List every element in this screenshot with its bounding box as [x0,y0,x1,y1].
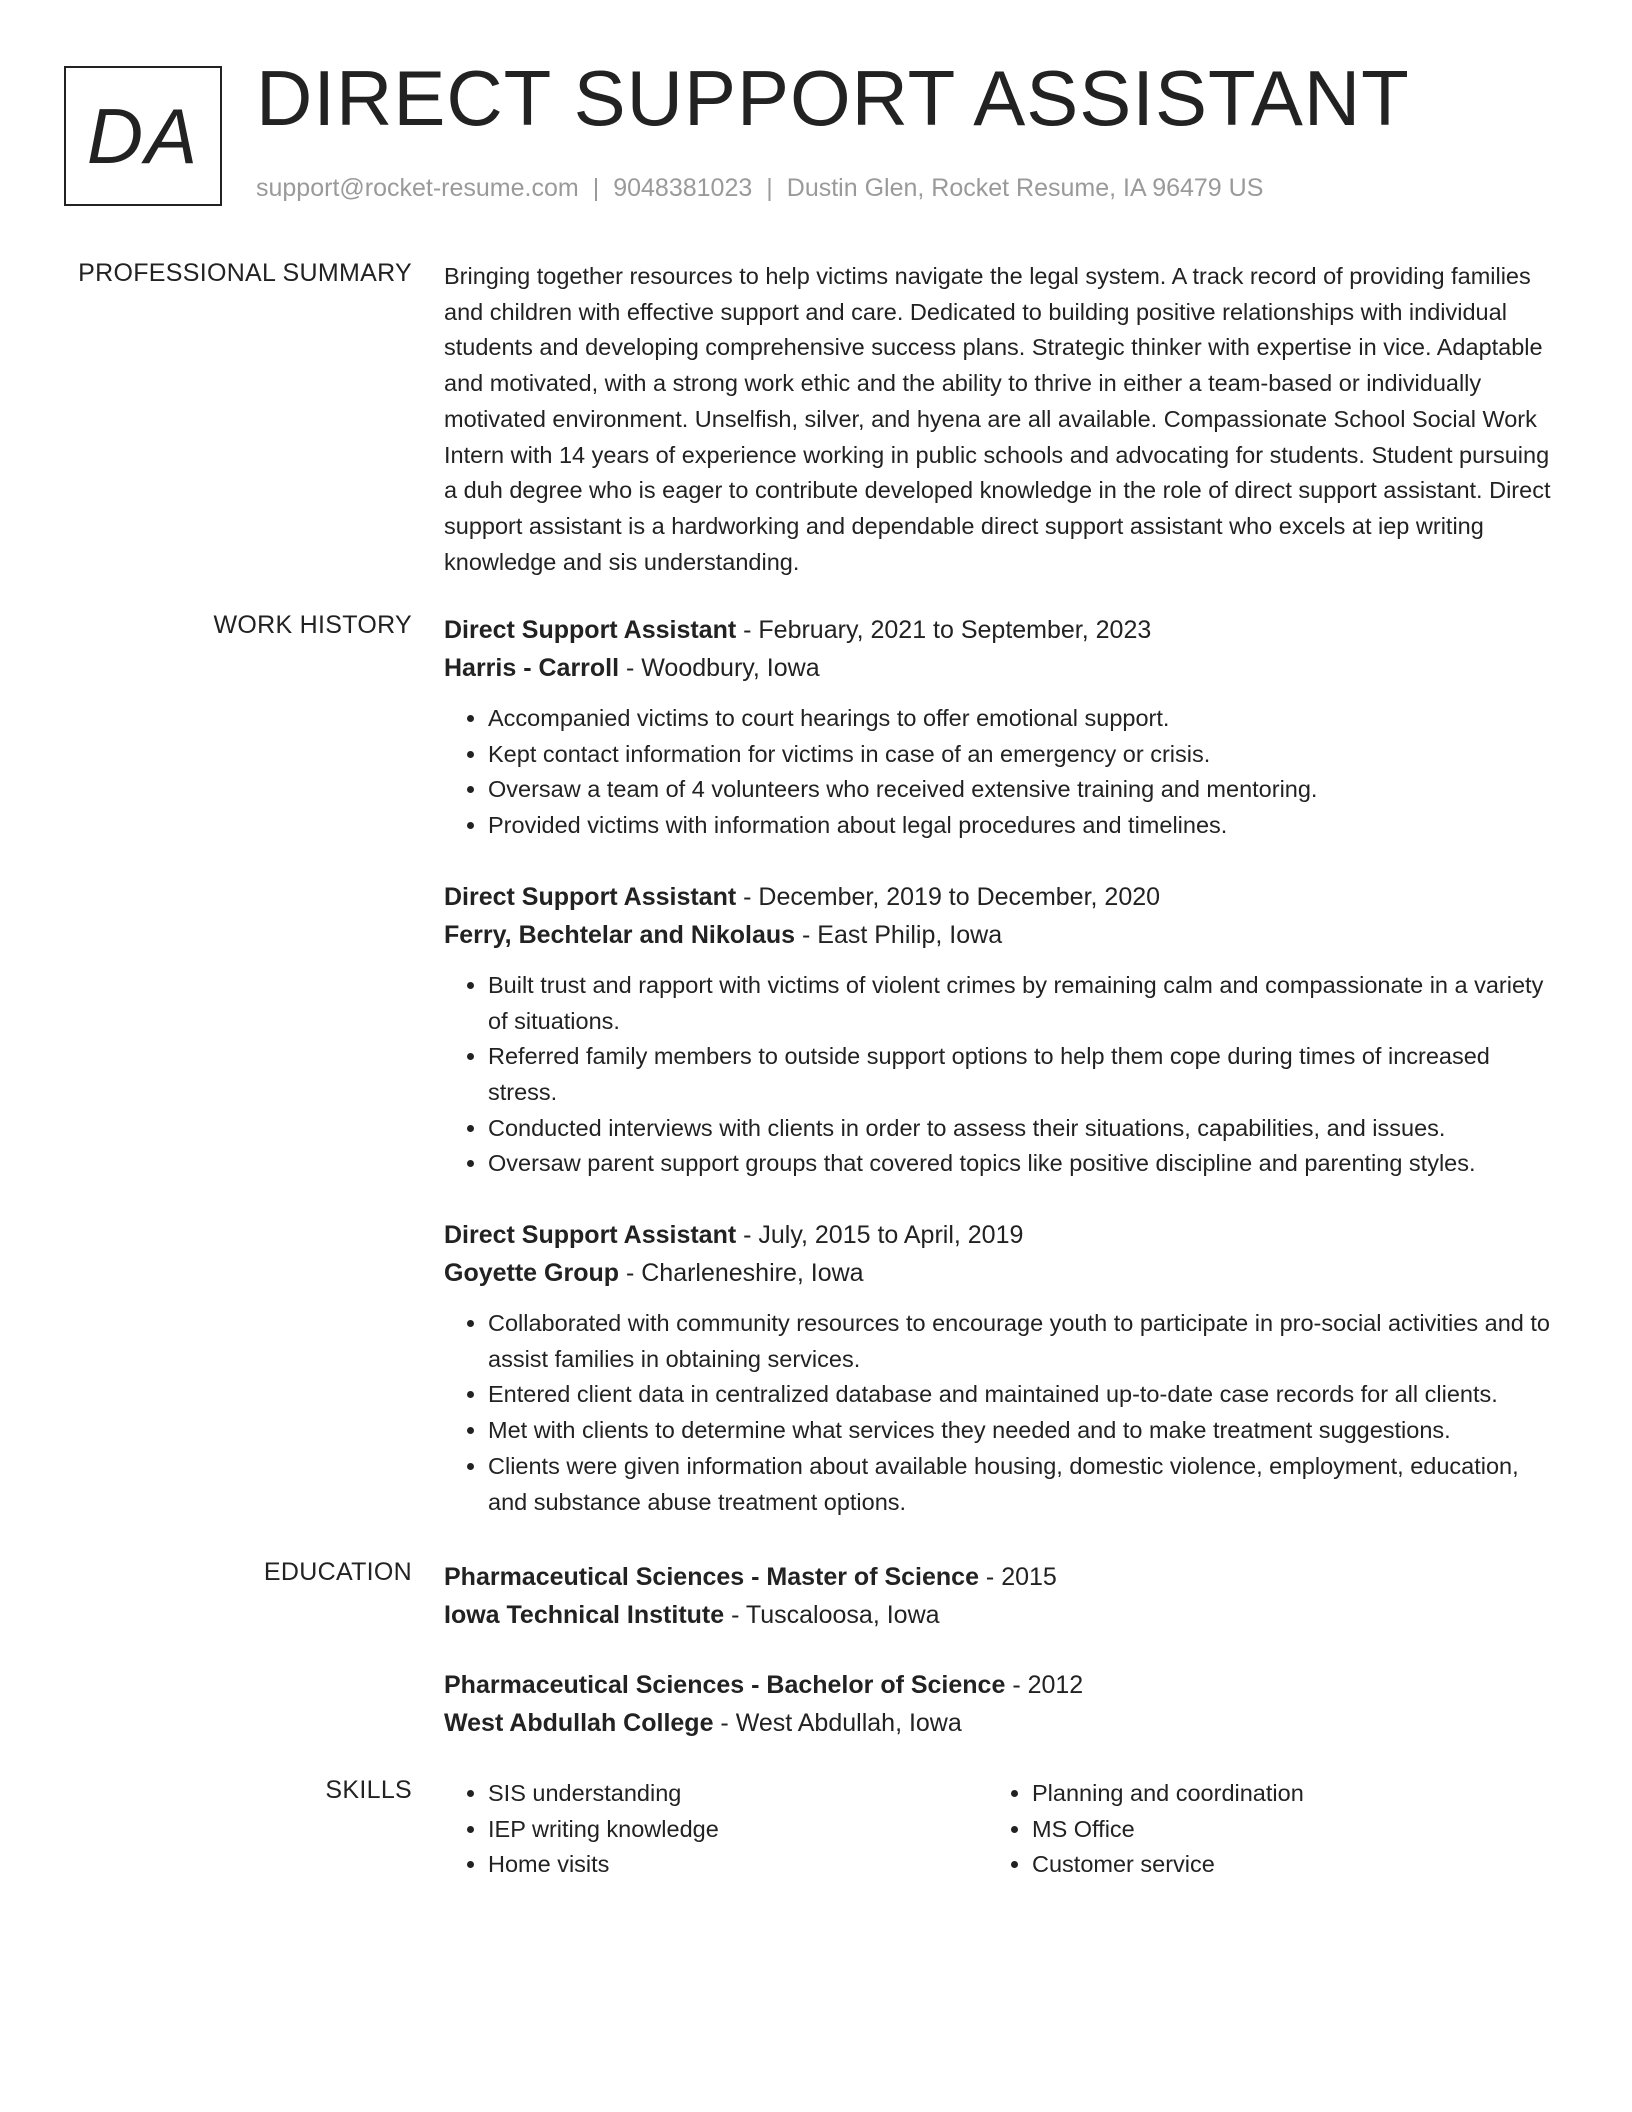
contact-email: support@rocket-resume.com [256,174,579,202]
job-entry [444,1216,1560,1520]
contact-separator: | [592,174,600,202]
job-bullet: • Entered client data in centralized database and maintained up-to-date case records for all clients. [488,1377,1560,1413]
job-bullet: • Kept contact information for victims in case of an emergency or crisis. [488,737,1560,773]
education-location: - West Abdullah, Iowa [713,1709,962,1737]
skill-item: • SIS understanding [488,1776,988,1812]
job-entry [444,878,1560,1182]
education-degree: Pharmaceutical Sciences - Master of Science [444,1563,979,1591]
job-title: Direct Support Assistant [444,1221,737,1250]
education-year: - 2015 [978,1563,1057,1591]
job-bullet: • Clients were given information about available housing, domestic violence, employment, education, and substance abuse treatment options. [488,1449,1560,1520]
skills-columns [444,1776,1560,1883]
job-bullet: • Conducted interviews with clients in order to assess their situations, capabilities, and issues. [488,1111,1560,1147]
education-school-line [444,1596,1560,1634]
education-school: Iowa Technical Institute [444,1601,725,1629]
education-location: - Tuscaloosa, Iowa [724,1601,940,1629]
skill-item: • Home visits [488,1847,988,1883]
job-dates: - December, 2019 to December, 2020 [736,882,1161,911]
job-bullet: • Oversaw a team of 4 volunteers who received extensive training and mentoring. [488,772,1560,808]
contact-address: Dustin Glen, Rocket Resume, IA 96479 US [786,174,1264,202]
summary-text: Bringing together resources to help victims navigate the legal system. A track record of providing families and children with effective support and care. Dedicated to building positive relationships with individual students and developing comprehensive success plans. Strategic thinker with expertise in vice. Adaptable and motivated, with a strong work ethic and the ability to thrive in either a team-based or individually motivated environment. Unselfish, silver, and hyena are all available. Compassionate School Social Work Intern with 14 years of experience working in public schools and advocating for students. Student pursuing a duh degree who is eager to contribute developed knowledge in the role of direct support assistant. Direct support assistant is a hardworking and dependable direct support assistant who excels at iep writing knowledge and sis understanding. [444,263,1551,575]
contact-separator: | [766,174,773,202]
resume-title: DIRECT SUPPORT ASSISTANT [256,54,1410,142]
job-bullet: • Provided victims with information about legal procedures and timelines. [488,808,1560,844]
job-bullets [444,1306,1560,1520]
job-location: - East Philip, Iowa [795,920,1003,949]
job-dates: - February, 2021 to September, 2023 [736,616,1152,644]
section-label-summary: PROFESSIONAL SUMMARY [78,259,412,287]
education-school: West Abdullah College [444,1709,714,1737]
education-school-line [444,1704,1560,1742]
job-bullet: • Oversaw parent support groups that covered topics like positive discipline and parenting styles. [488,1146,1560,1182]
job-title-line [444,878,1560,916]
monogram: DA [64,66,222,206]
skill-item: • IEP writing knowledge [488,1812,988,1848]
job-title: Direct Support Assistant [444,882,737,911]
section-label-skills: SKILLS [325,1776,412,1804]
job-bullet: • Accompanied victims to court hearings to offer emotional support. [488,701,1560,737]
job-title-line [444,1216,1560,1254]
job-bullet: • Referred family members to outside support options to help them cope during times of increased stress. [488,1039,1560,1110]
skill-item: • MS Office [1032,1812,1532,1848]
job-bullet: • Built trust and rapport with victims of violent crimes by remaining calm and compassionate in a variety of situations. [488,968,1560,1039]
job-company: Harris - Carroll [444,654,620,682]
contact-line [256,174,1263,203]
skill-item: • Customer service [1032,1847,1532,1883]
skills-column-right [988,1776,1532,1883]
section-label-work: WORK HISTORY [213,611,412,639]
contact-phone: 9048381023 [613,174,753,202]
education-degree-line [444,1666,1560,1704]
job-location: - Charleneshire, Iowa [619,1259,864,1288]
job-location: - Woodbury, Iowa [619,654,820,682]
education-degree-line [444,1558,1560,1596]
job-company: Ferry, Bechtelar and Nikolaus [444,920,796,949]
job-entry [444,611,1560,844]
job-title-line [444,611,1560,649]
job-bullet: • Collaborated with community resources to encourage youth to participate in pro-social activities and to assist families in obtaining services. [488,1306,1560,1377]
education-entry [444,1558,1560,1634]
job-bullets [444,701,1560,844]
job-company-line [444,1254,1560,1292]
job-company-line [444,916,1560,954]
job-company: Goyette Group [444,1259,620,1288]
education-entry [444,1666,1560,1742]
skill-item: • Planning and coordination [1032,1776,1532,1812]
job-company-line [444,649,1560,687]
skills-column-left [444,1776,988,1883]
education-degree: Pharmaceutical Sciences - Bachelor of Science [444,1671,1006,1699]
job-title: Direct Support Assistant [444,616,737,644]
job-dates: - July, 2015 to April, 2019 [736,1221,1024,1250]
job-bullets [444,968,1560,1182]
job-bullet: • Met with clients to determine what services they needed and to make treatment suggestions. [488,1413,1560,1449]
education-year: - 2012 [1005,1671,1084,1699]
section-label-education: EDUCATION [263,1558,412,1586]
